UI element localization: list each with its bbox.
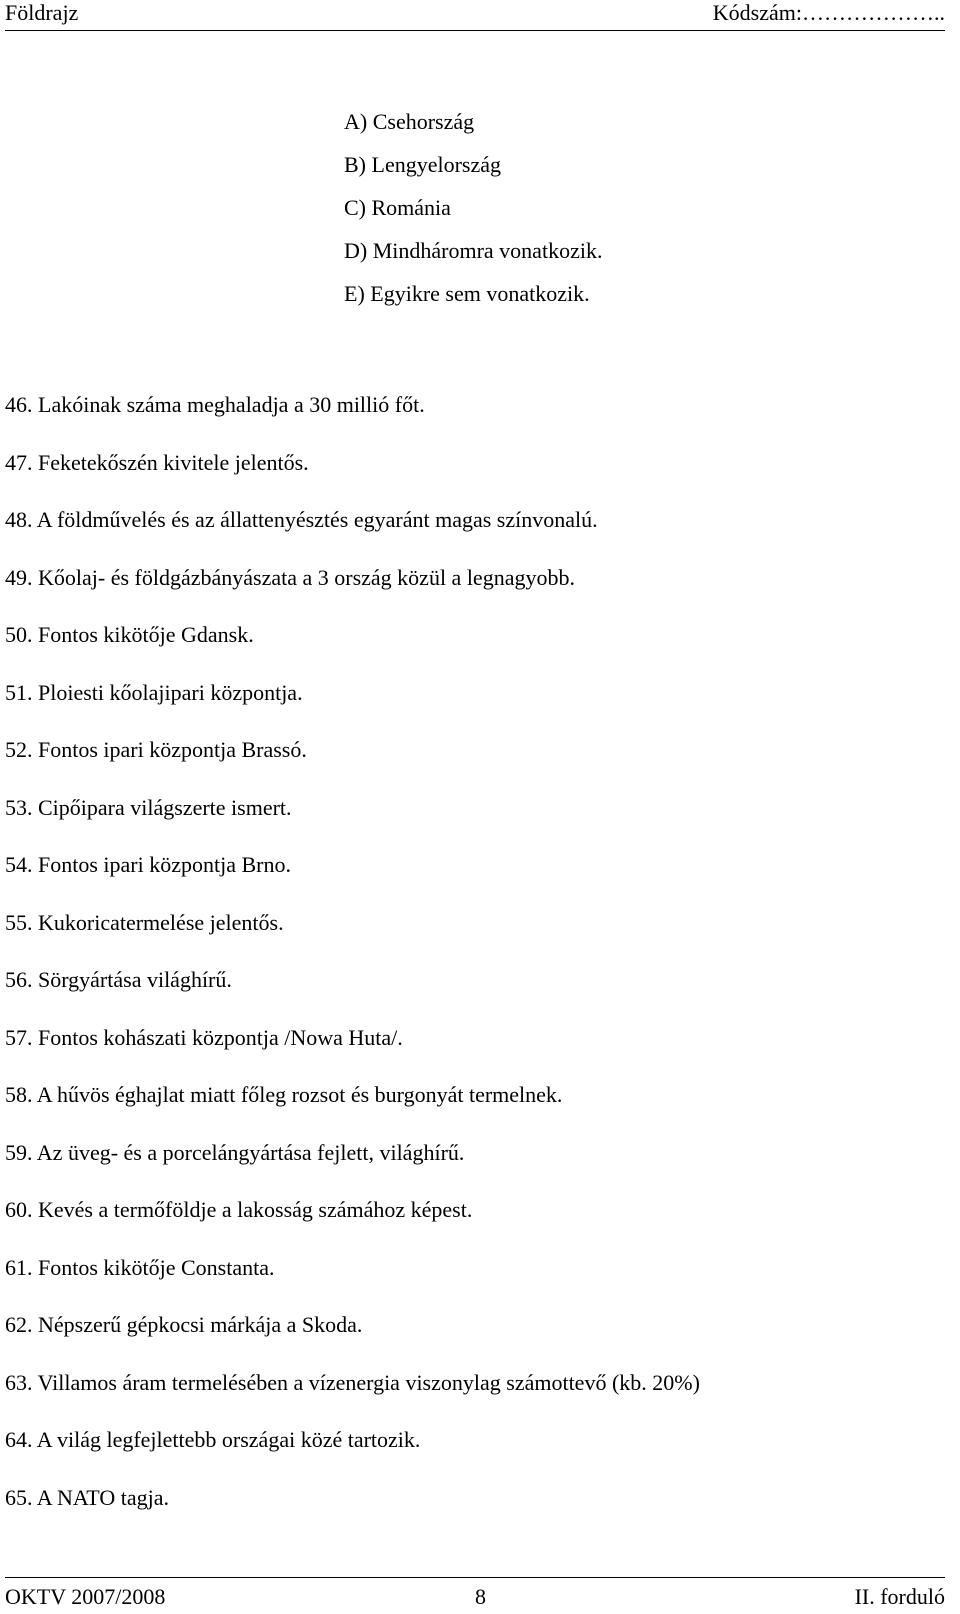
- question-text: Kevés a termőföldje a lakosság számához képest.: [38, 1197, 473, 1222]
- option-text: Csehország: [372, 109, 475, 134]
- option-letter: E): [344, 281, 365, 306]
- question-text: A földművelés és az állattenyésztés egyaránt magas színvonalú.: [36, 507, 598, 532]
- question-number: 57.: [5, 1024, 33, 1050]
- code-field-label: Kódszám:………………..: [712, 0, 945, 25]
- answer-option: [344, 100, 602, 143]
- question-text: Kukoricatermelése jelentős.: [38, 909, 284, 935]
- question-number: 56.: [5, 967, 33, 992]
- question-number: 47.: [5, 449, 33, 475]
- question-text: A hűvös éghajlat miatt főleg rozsot és burgonyát termelnek.: [36, 1082, 563, 1107]
- question-number: 60.: [5, 1197, 33, 1222]
- question-number: 49.: [5, 564, 33, 590]
- question-statement: [5, 1239, 700, 1297]
- question-number: 53.: [5, 794, 33, 820]
- answer-option: [344, 186, 602, 229]
- subject-label: Földrajz: [5, 0, 79, 25]
- question-number: 48.: [5, 507, 33, 532]
- question-text: Fontos ipari központja Brassó.: [38, 737, 307, 762]
- question-statement: [5, 1411, 700, 1469]
- question-statement: [5, 549, 700, 607]
- page-footer: [5, 1577, 945, 1614]
- question-text: Kőolaj- és földgázbányászata a 3 ország közül a legnagyobb.: [38, 564, 575, 590]
- answer-options-list: [344, 100, 602, 315]
- question-number: 50.: [5, 622, 33, 647]
- question-text: A világ legfejlettebb országai közé tartozik.: [36, 1427, 421, 1452]
- option-letter: B): [344, 152, 366, 177]
- question-statement: [5, 1181, 700, 1239]
- question-statement: [5, 894, 700, 952]
- page-header: [5, 0, 945, 31]
- question-text: Népszerű gépkocsi márkája a Skoda.: [38, 1312, 363, 1337]
- question-statements-list: [5, 376, 700, 1526]
- question-statement: [5, 606, 700, 664]
- question-number: 59.: [5, 1139, 33, 1165]
- page-number: 8: [475, 1584, 486, 1609]
- option-letter: A): [344, 109, 368, 134]
- question-statement: [5, 1009, 700, 1067]
- question-statement: [5, 951, 700, 1009]
- exam-label: OKTV 2007/2008: [5, 1584, 166, 1609]
- option-text: Mindháromra vonatkozik.: [372, 238, 603, 263]
- question-number: 64.: [5, 1427, 33, 1452]
- option-text: Egyikre sem vonatkozik.: [370, 281, 590, 306]
- question-number: 65.: [5, 1484, 33, 1510]
- question-text: Villamos áram termelésében a vízenergia viszonylag számottevő (kb. 20%): [37, 1369, 700, 1395]
- question-statement: [5, 721, 700, 779]
- question-statement: [5, 1354, 700, 1412]
- question-number: 62.: [5, 1312, 33, 1337]
- question-text: Fontos kikötője Gdansk.: [38, 622, 254, 647]
- question-statement: [5, 376, 700, 434]
- answer-option: [344, 229, 602, 272]
- question-statement: [5, 1124, 700, 1182]
- question-number: 51.: [5, 679, 33, 705]
- question-number: 63.: [5, 1369, 33, 1395]
- question-text: Lakóinak száma meghaladja a 30 millió főt.: [38, 392, 425, 417]
- option-text: Lengyelország: [371, 152, 501, 177]
- question-text: Ploiesti kőolajipari központja.: [38, 679, 303, 705]
- option-letter: D): [344, 238, 368, 263]
- question-statement: [5, 1296, 700, 1354]
- round-label: II. forduló: [854, 1584, 945, 1609]
- question-statement: [5, 491, 700, 549]
- option-text: Románia: [371, 195, 451, 220]
- question-text: Fontos kikötője Constanta.: [38, 1254, 275, 1280]
- question-number: 54.: [5, 852, 33, 877]
- question-statement: [5, 1066, 700, 1124]
- question-text: Fontos kohászati központja /Nowa Huta/.: [38, 1024, 403, 1050]
- question-text: Sörgyártása világhírű.: [38, 967, 232, 992]
- question-text: Feketekőszén kivitele jelentős.: [38, 449, 309, 475]
- question-statement: [5, 664, 700, 722]
- option-letter: C): [344, 195, 366, 220]
- question-number: 55.: [5, 909, 33, 935]
- question-text: Az üveg- és a porcelángyártása fejlett, világhírű.: [36, 1139, 465, 1165]
- question-statement: [5, 779, 700, 837]
- question-number: 61.: [5, 1254, 33, 1280]
- question-text: Cipőipara világszerte ismert.: [38, 794, 292, 820]
- question-number: 52.: [5, 737, 33, 762]
- question-statement: [5, 836, 700, 894]
- question-statement: [5, 1469, 700, 1527]
- question-statement: [5, 434, 700, 492]
- question-number: 58.: [5, 1082, 33, 1107]
- question-text: A NATO tagja.: [36, 1484, 169, 1510]
- question-text: Fontos ipari központja Brno.: [38, 852, 291, 877]
- question-number: 46.: [5, 392, 33, 417]
- answer-option: [344, 272, 602, 315]
- answer-option: [344, 143, 602, 186]
